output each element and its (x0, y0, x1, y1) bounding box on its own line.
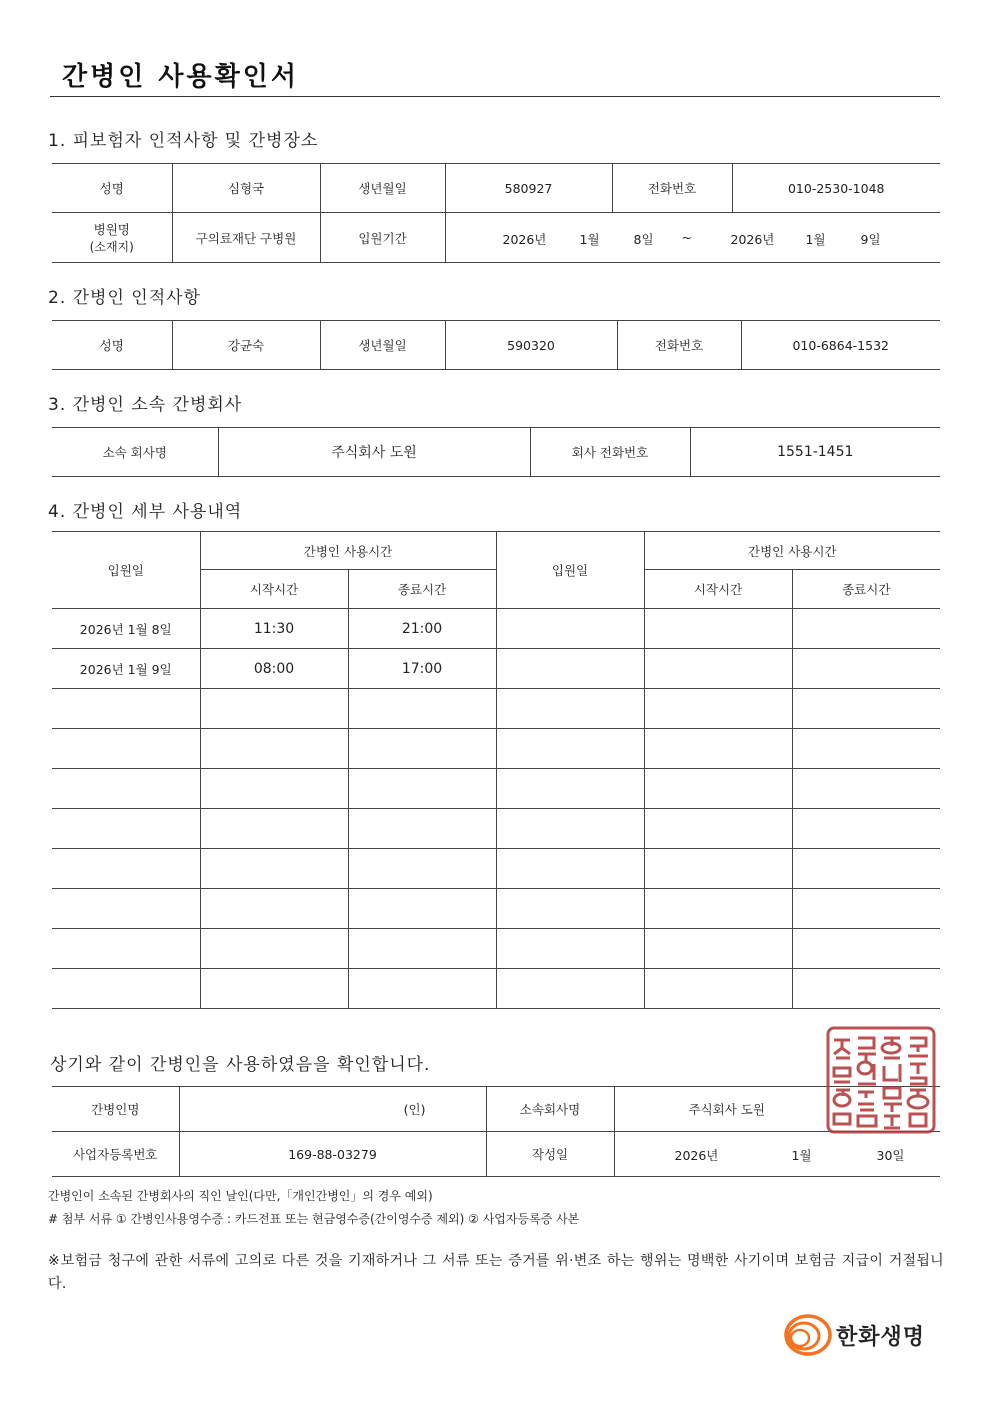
seal-note: 간병인이 소속된 간병회사의 직인 날인(다만,「개인간병인」의 경우 예외) (48, 1189, 433, 1203)
usage-time-header-left: 간병인 사용시간 (200, 532, 496, 570)
table-row (52, 649, 940, 689)
usage-empty-cell[interactable] (348, 809, 496, 849)
caregiver-sign-label: 간병인명 (52, 1087, 179, 1132)
usage-empty-cell[interactable] (348, 929, 496, 969)
usage-start-header-left: 시작시간 (200, 570, 348, 609)
usage-empty-cell[interactable] (644, 769, 792, 809)
usage-empty-cell[interactable] (792, 729, 940, 769)
usage-empty-cell[interactable] (644, 929, 792, 969)
hanwha-life-logo (780, 1312, 925, 1358)
table-row (52, 929, 940, 969)
usage-empty-cell[interactable] (496, 969, 644, 1009)
attachment-note: # 첨부 서류 ① 간병인사용영수증 : 카드전표 또는 현금영수증(간이영수증 제외) ② 사업자등록증 사본 (48, 1212, 580, 1226)
usage-empty-cell[interactable] (52, 929, 200, 969)
period-to-month: 1월 (805, 231, 826, 247)
fraud-warning: ※보험금 청구에 관한 서류에 고의로 다른 것을 기재하거나 그 서류 또는 증거를 위·변조 하는 행위는 명백한 사기이며 보험금 지급이 거절됩니다. (48, 1253, 944, 1292)
usage-admission-header-left: 입원일 (52, 532, 200, 609)
usage-table (52, 531, 940, 1009)
table-row (52, 809, 940, 849)
write-date-year: 2026년 (674, 1148, 719, 1163)
usage-empty-cell[interactable] (52, 729, 200, 769)
insured-birth-value[interactable]: 580927 (445, 164, 612, 213)
admission-period-value[interactable] (445, 213, 940, 263)
usage-empty-cell[interactable] (792, 649, 940, 689)
usage-empty-cell[interactable] (200, 769, 348, 809)
period-from-year: 2026년 (502, 231, 547, 247)
usage-empty-cell[interactable] (200, 689, 348, 729)
company-sign-label: 소속회사명 (486, 1087, 614, 1132)
usage-empty-cell[interactable] (200, 849, 348, 889)
write-date-label: 작성일 (486, 1132, 614, 1177)
usage-empty-cell[interactable] (496, 809, 644, 849)
usage-empty-cell[interactable] (792, 889, 940, 929)
company-name-label: 소속 회사명 (52, 428, 218, 477)
usage-empty-cell[interactable] (496, 689, 644, 729)
section-4-heading: 4. 간병인 세부 사용내역 (48, 502, 243, 522)
usage-empty-cell[interactable] (792, 849, 940, 889)
usage-empty-cell[interactable] (200, 969, 348, 1009)
company-name-value[interactable]: 주식회사 도원 (218, 428, 530, 477)
usage-time-header-right: 간병인 사용시간 (644, 532, 940, 570)
caregiver-birth-label: 생년월일 (320, 321, 445, 370)
table-row (52, 889, 940, 929)
usage-empty-cell[interactable] (348, 969, 496, 1009)
usage-empty-cell[interactable] (52, 689, 200, 729)
usage-empty-cell[interactable] (496, 609, 644, 649)
page-title: 간병인 사용확인서 (62, 62, 299, 92)
period-to-day: 9일 (860, 231, 881, 247)
usage-empty-cell[interactable] (644, 689, 792, 729)
hanwha-logo-text: 한화생명 (836, 1324, 926, 1350)
admission-period-label: 입원기간 (320, 213, 445, 263)
caregiver-birth-value[interactable]: 590320 (445, 321, 617, 370)
usage-empty-cell[interactable] (644, 649, 792, 689)
usage-empty-cell[interactable] (792, 969, 940, 1009)
title-divider (50, 96, 940, 97)
table-row (52, 849, 940, 889)
period-from-day: 8일 (633, 231, 654, 247)
usage-empty-cell[interactable] (792, 689, 940, 729)
usage-empty-cell[interactable] (496, 729, 644, 769)
caregiver-phone-value[interactable]: 010-6864-1532 (741, 321, 940, 370)
write-date-value[interactable] (614, 1132, 940, 1177)
hospital-value[interactable]: 구의료재단 구병원 (172, 213, 320, 263)
table-row (52, 729, 940, 769)
usage-empty-cell[interactable] (348, 889, 496, 929)
usage-empty-cell[interactable] (792, 809, 940, 849)
hospital-location-label: (소재지) (89, 240, 134, 254)
usage-empty-cell[interactable] (644, 609, 792, 649)
caregiver-phone-label: 전화번호 (617, 321, 741, 370)
usage-empty-cell[interactable] (496, 769, 644, 809)
usage-empty-cell[interactable] (348, 849, 496, 889)
table-row (52, 769, 940, 809)
insured-phone-label: 전화번호 (612, 164, 732, 213)
usage-empty-cell[interactable] (496, 849, 644, 889)
usage-empty-cell[interactable] (792, 929, 940, 969)
usage-start-cell[interactable]: 08:00 (200, 649, 348, 689)
usage-empty-cell[interactable] (200, 929, 348, 969)
usage-end-cell[interactable]: 21:00 (348, 609, 496, 649)
biz-no-value[interactable]: 169-88-03279 (179, 1132, 486, 1177)
usage-empty-cell[interactable] (496, 649, 644, 689)
usage-empty-cell[interactable] (644, 889, 792, 929)
period-from-month: 1월 (579, 231, 600, 247)
usage-empty-cell[interactable] (644, 729, 792, 769)
table-row (52, 689, 940, 729)
usage-empty-cell[interactable] (52, 809, 200, 849)
usage-date-cell[interactable]: 2026년 1월 9일 (52, 649, 200, 689)
usage-empty-cell[interactable] (52, 769, 200, 809)
usage-empty-cell[interactable] (496, 889, 644, 929)
company-phone-label: 회사 전화번호 (530, 428, 690, 477)
period-to-year: 2026년 (730, 231, 775, 247)
usage-empty-cell[interactable] (200, 889, 348, 929)
usage-empty-cell[interactable] (348, 689, 496, 729)
caregiver-info-table (52, 320, 940, 370)
seal-mark: (인) (403, 1102, 426, 1117)
confirmation-statement: 상기와 같이 간병인을 사용하였음을 확인합니다. (50, 1055, 431, 1075)
usage-end-cell[interactable]: 17:00 (348, 649, 496, 689)
table-row (52, 609, 940, 649)
usage-empty-cell[interactable] (644, 809, 792, 849)
hospital-label: 병원명 (93, 222, 130, 237)
usage-empty-cell[interactable] (792, 609, 940, 649)
insured-name-value[interactable]: 심형국 (172, 164, 320, 213)
signature-table (52, 1086, 940, 1177)
biz-no-label: 사업자등록번호 (52, 1132, 179, 1177)
usage-empty-cell[interactable] (52, 969, 200, 1009)
usage-end-header-left: 종료시간 (348, 570, 496, 609)
period-tilde: ~ (681, 229, 692, 245)
usage-date-cell[interactable]: 2026년 1월 8일 (52, 609, 200, 649)
usage-start-header-right: 시작시간 (644, 570, 792, 609)
usage-empty-cell[interactable] (348, 729, 496, 769)
usage-empty-cell[interactable] (200, 809, 348, 849)
usage-empty-cell[interactable] (644, 969, 792, 1009)
caregiver-name-label: 성명 (52, 321, 172, 370)
insured-birth-label: 생년월일 (320, 164, 445, 213)
write-date-day: 30일 (876, 1148, 905, 1163)
table-row (52, 969, 940, 1009)
caregiver-name-value[interactable]: 강균숙 (172, 321, 320, 370)
company-phone-value[interactable]: 1551-1451 (690, 428, 940, 477)
usage-empty-cell[interactable] (644, 849, 792, 889)
company-info-table (52, 427, 940, 477)
section-3-heading: 3. 간병인 소속 간병회사 (48, 395, 243, 415)
usage-empty-cell[interactable] (52, 849, 200, 889)
caregiver-sign-cell[interactable] (179, 1087, 486, 1132)
usage-admission-header-right: 입원일 (496, 532, 644, 609)
usage-start-cell[interactable]: 11:30 (200, 609, 348, 649)
section-1-heading: 1. 피보험자 인적사항 및 간병장소 (48, 131, 319, 151)
insured-info-table (52, 163, 940, 263)
write-date-month: 1월 (791, 1148, 812, 1163)
company-seal-stamp (824, 1024, 938, 1136)
usage-empty-cell[interactable] (792, 769, 940, 809)
usage-empty-cell[interactable] (52, 889, 200, 929)
usage-empty-cell[interactable] (348, 769, 496, 809)
company-sign-name: 주식회사 도원 (688, 1102, 765, 1117)
insured-name-label: 성명 (52, 164, 172, 213)
insured-phone-value[interactable]: 010-2530-1048 (732, 164, 940, 213)
usage-empty-cell[interactable] (496, 929, 644, 969)
usage-end-header-right: 종료시간 (792, 570, 940, 609)
hospital-label-cell (52, 213, 172, 263)
usage-empty-cell[interactable] (200, 729, 348, 769)
hanwha-logo-icon (780, 1312, 832, 1358)
section-2-heading: 2. 간병인 인적사항 (48, 288, 201, 308)
